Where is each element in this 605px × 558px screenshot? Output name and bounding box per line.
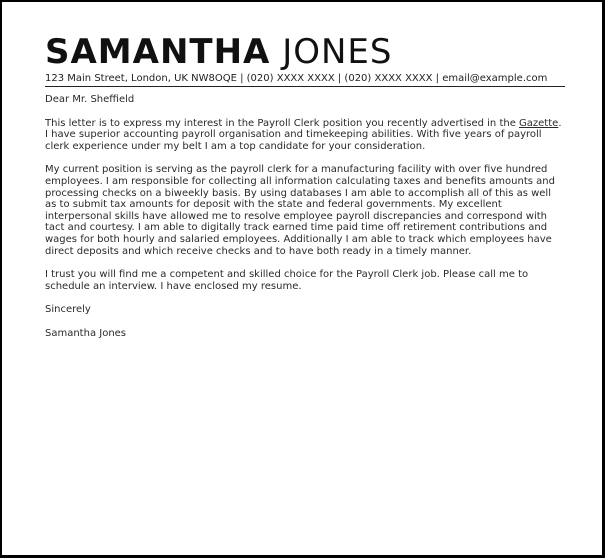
letter-body xyxy=(45,94,565,352)
header-divider xyxy=(45,86,565,87)
gazette-link[interactable]: Gazette xyxy=(519,117,559,129)
letter-page xyxy=(2,2,602,555)
last-name: JONES xyxy=(282,32,393,72)
first-name: SAMANTHA xyxy=(45,32,271,72)
contact-line: 123 Main Street, London, UK NW8OQE | (020) XXXX XXXX | (020) XXXX XXXX | email@example.com xyxy=(45,73,548,84)
paragraph-intro xyxy=(45,118,565,153)
intro-text-end: . I have superior accounting payroll organisation and timekeeping abilities. With five years of payroll clerk experience under my belt I am a top candidate for your consideration. xyxy=(45,117,562,152)
closing: Sincerely xyxy=(45,304,91,316)
applicant-name xyxy=(45,32,392,72)
intro-text-start: This letter is to express my interest in the Payroll Clerk position you recently advertised in the xyxy=(45,117,520,129)
salutation: Dear Mr. Sheffield xyxy=(45,94,135,105)
signature: Samantha Jones xyxy=(45,327,127,339)
paragraph-experience: My current position is serving as the payroll clerk for a manufacturing facility with over five hundred employees. I am responsible for collecting all information calculating taxes and benefits amounts and processing checks on a biweekly basis. By using databases I am able to accomplish all of this as well as to submit tax amounts for deposit with the state and federal governments. My excellent interpersonal skills have allowed me to resolve employee payroll discrepancies and correspond with tact and courtesy. I am able to digitally track earned time paid time off retirement contributions and wages for both hourly and salaried employees. Additionally I am able to track which employees have direct deposits and which receive checks and to have both ready in a timely manner. xyxy=(45,164,555,257)
paragraph-closing: I trust you will find me a competent and skilled choice for the Payroll Clerk job. Please call me to schedule an interview. I have enclosed my resume. xyxy=(45,269,529,292)
